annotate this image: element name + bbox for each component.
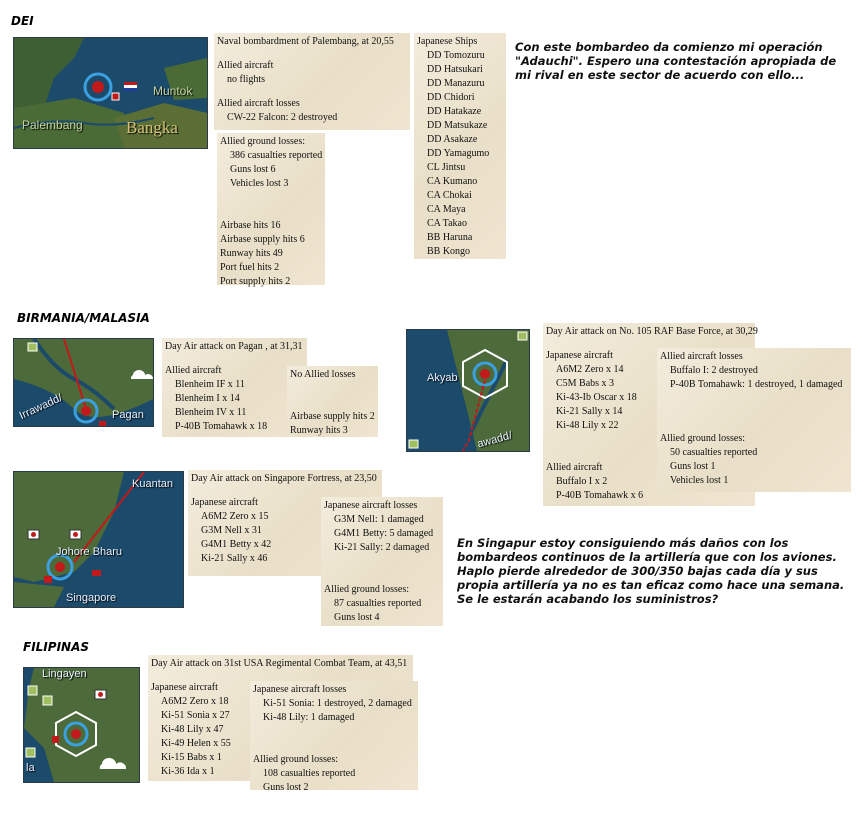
ground-losses-header: Allied ground losses:	[220, 136, 305, 147]
report-title: Day Air attack on Pagan , at 31,31	[165, 341, 303, 352]
allied-losses-value: CW-22 Falcon: 2 destroyed	[227, 112, 338, 123]
losses-header: No Allied losses	[290, 369, 356, 380]
allied-aircraft-item: Blenheim IV x 11	[175, 407, 247, 418]
jap-aircraft-item: Ki-15 Babs x 1	[161, 752, 222, 763]
ground-losses-header: Allied ground losses:	[324, 584, 409, 595]
report-palembang-ground	[217, 133, 325, 285]
ground-line: Vehicles lost 1	[670, 475, 729, 486]
map-label-irrawaddy: Irrawadd/	[17, 391, 65, 423]
ground-line: Guns lost 6	[230, 164, 276, 175]
allied-aircraft-header: Allied aircraft	[546, 462, 603, 473]
comment-line: mi rival en este sector de acuerdo con ello...	[515, 68, 805, 82]
report-title: Naval bombardment of Palembang, at 20,55	[217, 36, 394, 47]
hit-line: Airbase supply hits 2	[290, 411, 375, 422]
allied-aircraft-item: P-40B Tomahawk x 6	[556, 490, 644, 501]
comment-line: Haplo pierde alrededor de 300/350 bajas cada día y sus	[457, 564, 818, 578]
jap-aircraft-item: Ki-21 Sally x 46	[201, 553, 268, 564]
ground-losses-header: Allied ground losses:	[660, 433, 745, 444]
ground-line: 108 casualties reported	[263, 768, 356, 779]
section-title-filipinas: FILIPINAS	[23, 640, 90, 654]
report-title: Day Air attack on Singapore Fortress, at 23,50	[191, 473, 377, 484]
jap-aircraft-item: C5M Babs x 3	[556, 378, 615, 389]
ground-losses-header: Allied ground losses:	[253, 754, 338, 765]
jap-aircraft-item: Ki-49 Helen x 55	[161, 738, 231, 749]
comment-line: Con este bombardeo da comienzo mi operación	[515, 40, 823, 54]
comment-line: propia artillería ya no es tan eficaz como hace una semana.	[457, 578, 845, 592]
comment-singapur	[457, 536, 844, 606]
ground-line: Guns lost 2	[263, 782, 309, 793]
ship-item: CL Jintsu	[427, 162, 466, 173]
ship-item: CA Kumano	[427, 176, 478, 187]
section-title-birmania-malasia: BIRMANIA/MALASIA	[17, 311, 150, 325]
ship-item: DD Hatsukari	[427, 64, 483, 75]
ship-item: DD Tomozuru	[427, 50, 485, 61]
allied-aircraft-header: Allied aircraft	[165, 365, 222, 376]
jap-aircraft-header: Japanese aircraft	[151, 682, 218, 693]
ground-line: 50 casualties reported	[670, 447, 758, 458]
jap-aircraft-item: Ki-48 Lily x 22	[556, 420, 619, 431]
allied-losses-item: P-40B Tomahawk: 1 destroyed, 1 damaged	[670, 379, 843, 390]
map-label-kuantan: Kuantan	[132, 478, 173, 490]
report-singapore-losses	[321, 497, 443, 626]
jap-aircraft-item: A6M2 Zero x 18	[161, 696, 229, 707]
jap-losses-item: Ki-21 Sally: 2 damaged	[334, 542, 430, 553]
hit-line: Runway hits 3	[290, 425, 348, 436]
report-title: Day Air attack on 31st USA Regimental Combat Team, at 43,51	[151, 658, 408, 669]
map-label-lingayen: Lingayen	[42, 668, 87, 680]
allied-aircraft-header: Allied aircraft	[217, 60, 274, 71]
hit-line: Runway hits 49	[220, 248, 283, 259]
map-pagan[interactable]	[13, 338, 154, 427]
allied-aircraft-item: Blenheim IF x 11	[175, 379, 245, 390]
map-singapore[interactable]	[13, 471, 184, 608]
ship-item: DD Chidori	[427, 92, 475, 103]
comment-dei	[515, 40, 836, 82]
jap-aircraft-item: Ki-36 Ida x 1	[161, 766, 215, 777]
report-luzon-losses	[250, 681, 418, 793]
jap-aircraft-item: G3M Nell x 31	[201, 525, 262, 536]
report-palembang-ships	[414, 33, 506, 259]
hit-line: Port supply hits 2	[220, 276, 291, 287]
allied-aircraft-item: P-40B Tomahawk x 18	[175, 421, 268, 432]
ground-line: 87 casualties reported	[334, 598, 422, 609]
jap-aircraft-item: A6M2 Zero x 15	[201, 511, 269, 522]
section-title-dei: DEI	[11, 14, 34, 28]
ship-item: CA Takao	[427, 218, 467, 229]
jap-losses-item: Ki-48 Lily: 1 damaged	[263, 712, 355, 723]
jap-aircraft-item: Ki-21 Sally x 14	[556, 406, 623, 417]
hit-line: Airbase supply hits 6	[220, 234, 305, 245]
comment-line: En Singapur estoy consiguiendo más daños con los	[457, 536, 789, 550]
ship-item: DD Asakaze	[427, 134, 478, 145]
allied-aircraft-item: Blenheim I x 14	[175, 393, 240, 404]
report-pagan	[162, 338, 307, 437]
jap-aircraft-header: Japanese aircraft	[546, 350, 613, 361]
map-label-johore-bharu: Johore Bharu	[56, 546, 123, 558]
jap-aircraft-header: Japanese aircraft	[191, 497, 258, 508]
map-label-palembang: Palembang	[22, 118, 83, 132]
ground-line: 386 casualties reported	[230, 150, 323, 161]
map-label-pagan: Pagan	[112, 409, 144, 421]
map-label-singapore: Singapore	[66, 592, 117, 604]
map-terrain	[14, 472, 183, 607]
jap-losses-header: Japanese aircraft losses	[324, 500, 418, 511]
map-luzon[interactable]	[23, 667, 140, 783]
map-palembang[interactable]	[13, 37, 208, 149]
jap-losses-item: Ki-51 Sonia: 1 destroyed, 2 damaged	[263, 698, 412, 709]
jap-losses-item: G4M1 Betty: 5 damaged	[334, 528, 434, 539]
ground-line: Vehicles lost 3	[230, 178, 289, 189]
allied-losses-item: Buffalo I: 2 destroyed	[670, 365, 758, 376]
jap-losses-item: G3M Nell: 1 damaged	[334, 514, 424, 525]
hit-line: Airbase hits 16	[220, 220, 281, 231]
ships-header: Japanese Ships	[417, 36, 478, 47]
map-label-river: awadd/	[476, 429, 514, 451]
map-label-muntok: Muntok	[153, 84, 193, 98]
map-akyab[interactable]	[406, 329, 530, 452]
ship-item: DD Yamagumo	[427, 148, 490, 159]
report-pagan-losses	[287, 366, 378, 437]
ship-item: DD Matsukaze	[427, 120, 488, 131]
jap-aircraft-item: A6M2 Zero x 14	[556, 364, 624, 375]
ship-item: CA Maya	[427, 204, 466, 215]
report-title: Day Air attack on No. 105 RAF Base Force, at 30,29	[546, 326, 758, 337]
ship-item: BB Kongo	[427, 246, 471, 257]
allied-losses-header: Allied aircraft losses	[660, 351, 743, 362]
map-label-coast: la	[26, 762, 35, 774]
ship-item: CA Chokai	[427, 190, 472, 201]
map-label-bangka: Bangka	[126, 118, 178, 137]
ship-item: BB Haruna	[427, 232, 473, 243]
ship-item: DD Manazuru	[427, 78, 485, 89]
comment-line: "Adauchi". Espero una contestación apropiada de	[515, 54, 837, 68]
ground-line: Guns lost 4	[334, 612, 380, 623]
jap-aircraft-item: Ki-48 Lily x 47	[161, 724, 224, 735]
hit-line: Port fuel hits 2	[220, 262, 280, 273]
jap-losses-header: Japanese aircraft losses	[253, 684, 347, 695]
jap-aircraft-item: G4M1 Betty x 42	[201, 539, 272, 550]
map-terrain	[24, 668, 139, 782]
ground-line: Guns lost 1	[670, 461, 716, 472]
report-akyab-losses	[657, 348, 851, 492]
jap-aircraft-item: Ki-43-Ib Oscar x 18	[556, 392, 637, 403]
allied-aircraft-value: no flights	[227, 74, 266, 85]
map-label-akyab: Akyab	[427, 372, 458, 384]
ship-item: DD Hatakaze	[427, 106, 482, 117]
allied-losses-header: Allied aircraft losses	[217, 98, 300, 109]
comment-line: Se le estarán acabando los suministros?	[457, 592, 719, 606]
allied-aircraft-item: Buffalo I x 2	[556, 476, 608, 487]
jap-aircraft-item: Ki-51 Sonia x 27	[161, 710, 230, 721]
comment-line: bombardeos continuos de la artillería que con los aviones.	[457, 550, 837, 564]
report-palembang	[214, 33, 410, 130]
